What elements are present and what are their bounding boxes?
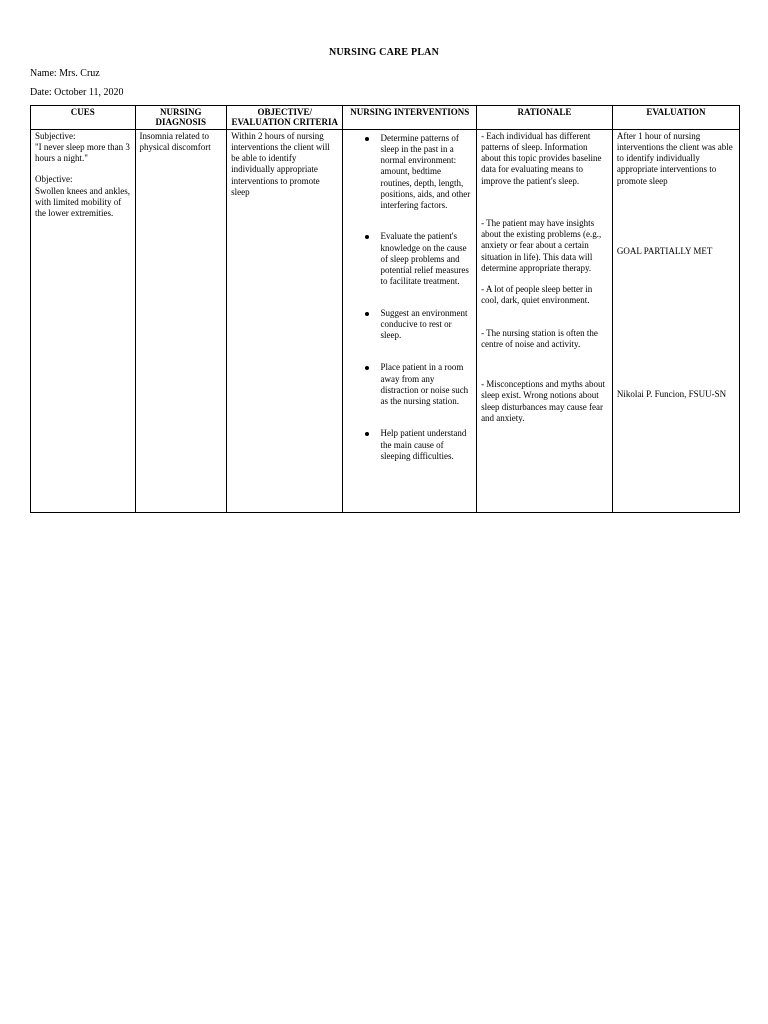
header-evaluation: EVALUATION — [612, 106, 739, 130]
objective-text: Swollen knees and ankles, with limited mobility of the lower extremities. — [35, 185, 130, 219]
header-diagnosis: NURSING DIAGNOSIS — [135, 106, 227, 130]
plan-date: Date: October 11, 2020 — [30, 87, 124, 98]
cell-interventions — [343, 129, 477, 512]
diagnosis-text: Insomnia related to physical discomfort — [139, 130, 211, 152]
list-item: Suggest an environment conducive to rest or sleep. — [380, 308, 472, 342]
subjective-label: Subjective: — [35, 130, 76, 141]
evaluation-text: After 1 hour of nursing interventions the client was able to identify individually appropriate interventions to promote sleep — [616, 130, 733, 186]
nurse-signature: Nikolai P. Funcion, FSUU-SN — [616, 389, 727, 400]
list-item: Determine patterns of sleep in the past in a normal environment: amount, bedtime routines, depth, length, positions, aids, and other interfering factors. — [380, 132, 471, 211]
interventions-list — [347, 133, 472, 463]
goal-status: GOAL PARTIALLY MET — [616, 245, 713, 256]
cell-cues — [31, 129, 136, 512]
table-row — [31, 129, 740, 512]
care-plan-table — [30, 105, 740, 513]
objective-criteria-text: Within 2 hours of nursing interventions the client will be able to identify individually appropriate interventions to promote sleep — [231, 130, 330, 197]
subjective-text: "I never sleep more than 3 hours a night." — [35, 141, 130, 164]
list-item: Place patient in a room away from any distraction or noise such as the nursing station. — [380, 362, 472, 407]
cell-evaluation — [612, 129, 739, 512]
header-cues: CUES — [31, 106, 136, 130]
patient-name: Name: Mrs. Cruz — [30, 68, 100, 79]
rationale-item: - The patient may have insights about the existing problems (e.g., anxiety or fear about a certain situation in life). This data will determine appropriate therapy. — [481, 217, 602, 273]
document-title: NURSING CARE PLAN — [328, 47, 440, 58]
rationale-item: - Misconceptions and myths about sleep exist. Wrong notions about sleep disturbances may cause fear and anxiety. — [481, 379, 606, 423]
rationale-item: - The nursing station is often the centre of noise and activity. — [481, 327, 598, 349]
header-rationale: RATIONALE — [477, 106, 613, 130]
cell-diagnosis — [135, 129, 227, 512]
header-objective: OBJECTIVE/ EVALUATION CRITERIA — [227, 106, 343, 130]
cell-objective — [227, 129, 343, 512]
list-item: Help patient understand the main cause of sleeping difficulties. — [380, 428, 472, 462]
cell-rationale — [477, 129, 613, 512]
rationale-item: - Each individual has different patterns of sleep. Information about this topic provides baseline data for evaluating means to improve the patient's sleep. — [481, 130, 602, 186]
objective-label: Objective: — [35, 174, 73, 185]
list-item: Evaluate the patient's knowledge on the cause of sleep problems and potential relief measures to facilitate treatment. — [380, 231, 472, 287]
rationale-item: - A lot of people sleep better in cool, dark, quiet environment. — [481, 284, 593, 306]
header-interventions: NURSING INTERVENTIONS — [343, 106, 477, 130]
table-header-row — [31, 106, 740, 130]
